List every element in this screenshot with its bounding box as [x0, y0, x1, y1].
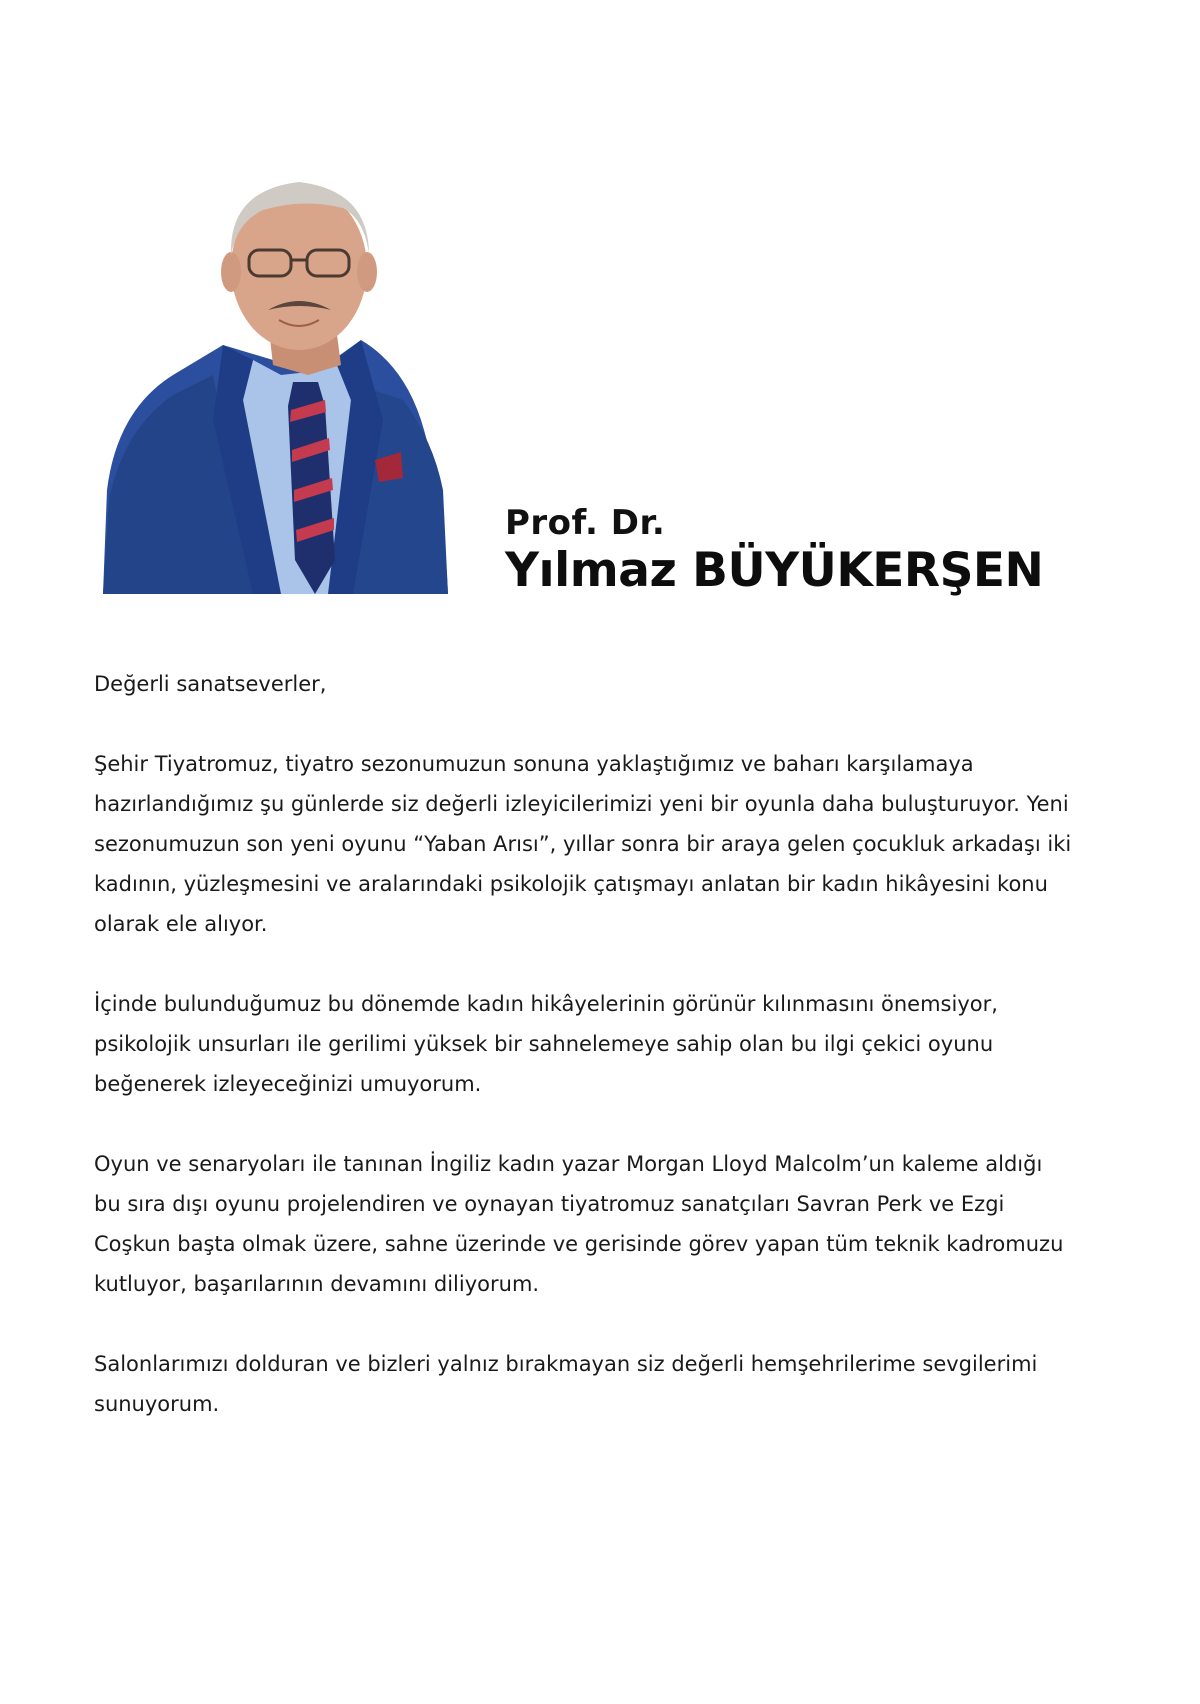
letter-paragraph-4: Salonlarımızı dolduran ve bizleri yalnız bırakmayan siz değerli hemşehrilerime sevgilerimi sunuyorum. — [94, 1352, 1038, 1416]
author-name: Yılmaz BÜYÜKERŞEN — [505, 543, 1044, 598]
author-title: Prof. Dr. — [505, 503, 666, 543]
portrait-illustration — [103, 160, 485, 594]
letter-paragraph-2: İçinde bulunduğumuz bu dönemde kadın hikâyelerinin görünür kılınmasını önemsiyor, psikolojik unsurları ile gerilimi yüksek bir sahnelemeye sahip olan bu ilgi çekici oyunu beğenerek izleyeceğinizi umuyorum. — [94, 992, 998, 1096]
letter-paragraph-3: Oyun ve senaryoları ile tanınan İngiliz kadın yazar Morgan Lloyd Malcolm’un kaleme aldığı bu sıra dışı oyunu projelendiren ve oynayan tiyatromuz sanatçıları Savran Perk ve Ezgi Coşkun başta olmak üzere, sahne üzerinde ve gerisinde görev yapan tüm teknik kadromuzu kutluyor, başarılarının devamını diliyorum. — [94, 1152, 1064, 1296]
letter-paragraph-1: Şehir Tiyatromuz, tiyatro sezonumuzun sonuna yaklaştığımız ve baharı karşılamaya hazırlandığımız şu günlerde siz değerli izleyicilerimizi yeni bir oyunla daha buluşturuyor. Yeni sezonumuzun son yeni oyunu “Yaban Arısı”, yıllar sonra bir araya gelen çocukluk arkadaşı iki kadının, yüzleşmesini ve aralarındaki psikolojik çatışmayı anlatan bir kadın hikâyesini konu olarak ele alıyor. — [94, 752, 1072, 936]
author-heading — [505, 503, 1065, 599]
portrait-photo — [103, 160, 485, 594]
letter-body — [94, 664, 1074, 1464]
letter-greeting: Değerli sanatseverler, — [94, 672, 327, 696]
